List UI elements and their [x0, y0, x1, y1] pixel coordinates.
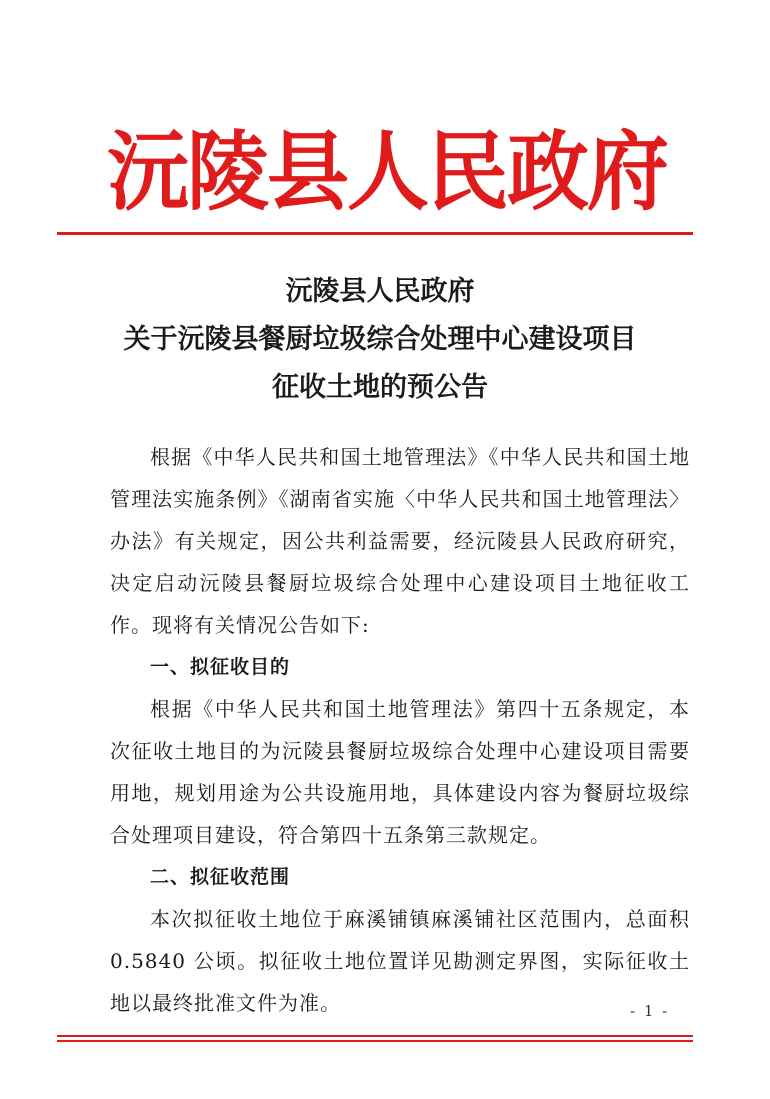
section-1-heading: 一、拟征收目的	[150, 656, 291, 678]
red-rule-top	[57, 232, 693, 235]
notice-title-line-1: 沅陵县人民政府	[285, 276, 475, 307]
section-2-paragraph: 本次拟征收土地位于麻溪铺镇麻溪铺社区范围内，总面积 0.5840 公顷。拟征收土地位置详见勘测定界图，实际征收土地以最终批准文件为准。	[110, 907, 690, 1015]
red-rule-bottom-2	[57, 1040, 693, 1042]
notice-body	[110, 436, 690, 1024]
notice-title-line-2: 关于沅陵县餐厨垃圾综合处理中心建设项目	[123, 324, 637, 355]
masthead-title: 沅陵县人民政府	[106, 122, 667, 223]
notice-title-line-3: 征收土地的预公告	[272, 372, 488, 403]
page-number: - 1 -	[630, 1002, 670, 1020]
section-2-heading: 二、拟征收范围	[150, 866, 291, 888]
section-1-paragraph: 根据《中华人民共和国土地管理法》第四十五条规定，本次征收土地目的为沅陵县餐厨垃圾综合处理中心建设项目需要用地，规划用途为公共设施用地，具体建设内容为餐厨垃圾综合处理项目建设，符合第四十五条第三款规定。	[110, 697, 690, 847]
red-rule-bottom-1	[57, 1035, 693, 1037]
intro-paragraph: 根据《中华人民共和国土地管理法》《中华人民共和国土地管理法实施条例》《湖南省实施〈中华人民共和国土地管理法〉办法》有关规定，因公共利益需要，经沅陵县人民政府研究，决定启动沅陵县餐厨垃圾综合处理中心建设项目土地征收工作。现将有关情况公告如下:	[110, 445, 690, 637]
